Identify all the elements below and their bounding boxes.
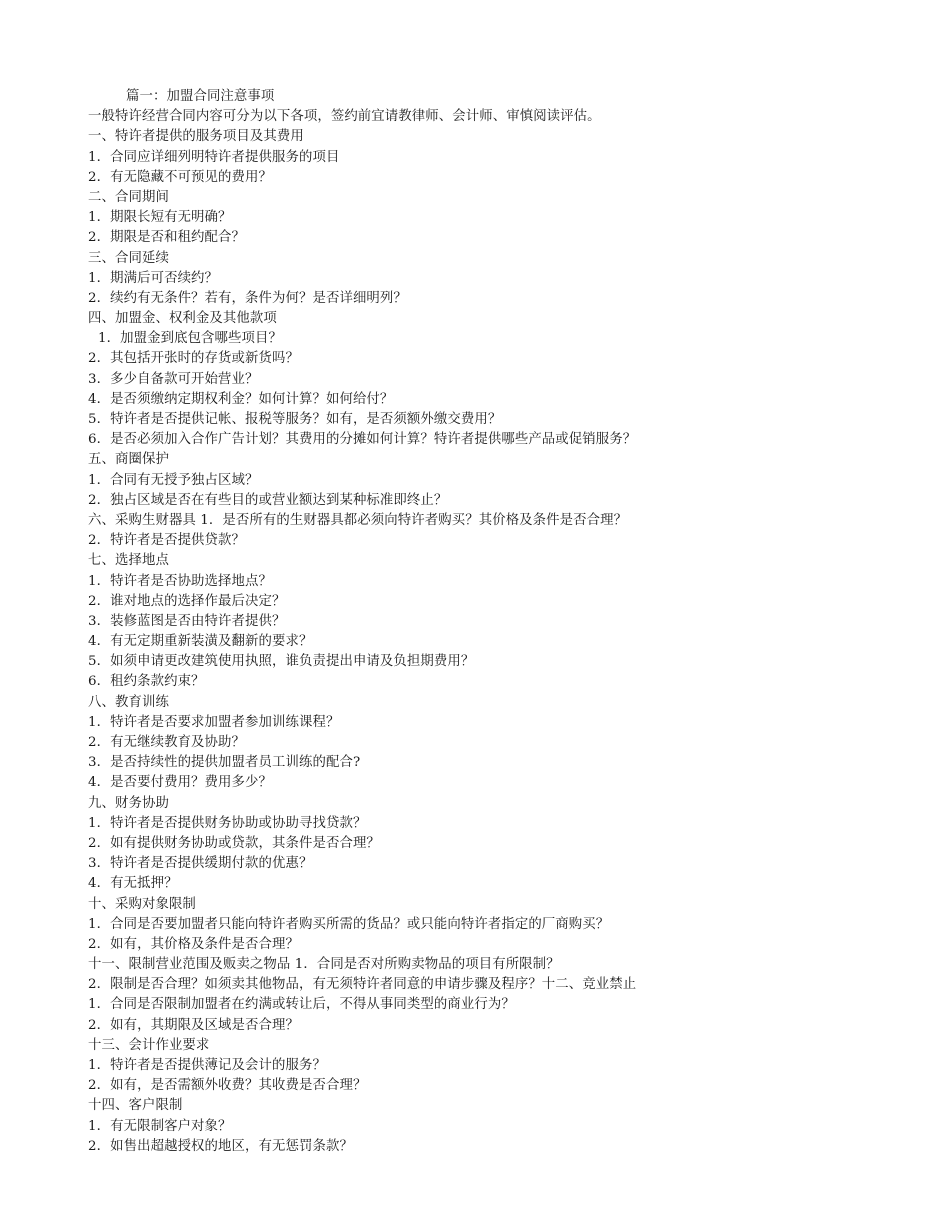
text-line: 2．期限是否和租约配合？ <box>88 230 246 246</box>
document-body <box>88 87 908 1157</box>
text-line: 6．是否必须加入合作广告计划？其费用的分摊如何计算？特许者提供哪些产品或促销服务？ <box>88 432 637 448</box>
text-line: 三、合同延续 <box>88 250 169 266</box>
text-line: 4．是否要付费用？费用多少？ <box>88 775 272 791</box>
text-line: 2．有无继续教育及协助？ <box>88 735 246 750</box>
text-line: 2．有无隐藏不可预见的费用？ <box>88 169 272 185</box>
text-line: 5．特许者是否提供记帐、报税等服务？如有，是否须额外缴交费用？ <box>88 412 502 427</box>
text-line: 1．合同应详细列明特许者提供服务的项目 <box>88 149 340 165</box>
text-line: 2．如有，其期限及区域是否合理？ <box>88 1017 299 1033</box>
document-title: 篇一：加盟合同注意事项 <box>126 89 275 104</box>
text-line: 3．是否持续性的提供加盟者员工训练的配合? <box>88 755 361 771</box>
text-line: 3．多少自备款可开始营业？ <box>88 371 259 387</box>
text-line: 1．特许者是否提供薄记及会计的服务？ <box>88 1058 326 1073</box>
text-line: 一般特许经营合同内容可分为以下各项，签约前宜请教律师、会计师、审慎阅读评估。 <box>88 109 601 125</box>
text-line: 2．谁对地点的选择作最后决定？ <box>88 593 286 609</box>
text-line: 1．期限长短有无明确？ <box>88 210 232 226</box>
text-line: 2．限制是否合理？如须卖其他物品，有无须特许者同意的申请步骤及程序？十二、竞业禁止 <box>88 977 637 993</box>
text-line: 2．续约有无条件？若有，条件为何？是否详细明列？ <box>88 290 407 306</box>
text-line: 十四、客户限制 <box>88 1098 183 1114</box>
text-line: 2．特许者是否提供贷款？ <box>88 533 246 549</box>
text-line: 五、商圈保护 <box>88 452 169 468</box>
text-line: 六、采购生财器具 1．是否所有的生财器具都必须向特许者购买？其价格及条件是否合理？ <box>88 512 628 528</box>
text-line: 1．加盟金到底包含哪些项目？ <box>98 331 282 347</box>
text-line: 4．是否须缴纳定期权利金？如何计算？如何给付？ <box>88 391 394 407</box>
text-line: 十三、会计作业要求 <box>88 1037 210 1053</box>
text-line: 2．独占区域是否在有些目的或营业额达到某种标准即终止？ <box>88 492 448 508</box>
text-line: 4．有无定期重新装潢及翻新的要求？ <box>88 634 313 650</box>
text-line: 四、加盟金、权利金及其他款项 <box>88 311 277 327</box>
text-line: 十、采购对象限制 <box>88 896 196 912</box>
text-line: 1．有无限制客户对象？ <box>88 1118 232 1134</box>
text-line: 3．装修蓝图是否由特许者提供？ <box>88 613 286 629</box>
text-line: 七、选择地点 <box>88 553 169 569</box>
text-line: 十一、限制营业范围及贩卖之物品 1．合同是否对所购卖物品的项目有所限制？ <box>88 957 560 973</box>
text-line: 4．有无抵押？ <box>88 876 178 892</box>
text-line: 1．合同是否要加盟者只能向特许者购买所需的货品？或只能向特许者指定的厂商购买？ <box>88 916 610 932</box>
text-line: 1．合同有无授予独占区域？ <box>88 472 259 488</box>
text-line: 1．合同是否限制加盟者在约满或转让后，不得从事同类型的商业行为？ <box>88 997 515 1013</box>
text-line: 2．其包括开张时的存货或新货吗？ <box>88 351 299 367</box>
text-line: 2．如有，是否需额外收费？其收费是否合理？ <box>88 1078 367 1094</box>
text-line: 5．如须申请更改建筑使用执照，谁负责提出申请及负担期费用？ <box>88 654 475 670</box>
text-line: 2．如售出超越授权的地区，有无惩罚条款？ <box>88 1138 353 1154</box>
text-line: 2．如有，其价格及条件是否合理？ <box>88 936 299 952</box>
text-line: 1．期满后可否续约？ <box>88 270 219 286</box>
text-line: 1．特许者是否协助选择地点？ <box>88 573 272 589</box>
text-line: 1．特许者是否提供财务协助或协助寻找贷款？ <box>88 815 367 831</box>
text-line: 一、特许者提供的服务项目及其费用 <box>88 129 304 145</box>
text-line: 3．特许者是否提供缓期付款的优惠？ <box>88 856 313 872</box>
text-line: 1．特许者是否要求加盟者参加训练课程？ <box>88 714 340 730</box>
text-line: 2．如有提供财务协助或贷款，其条件是否合理？ <box>88 835 380 851</box>
text-line: 八、教育训练 <box>88 694 169 710</box>
text-line: 6．租约条款约束？ <box>88 674 205 690</box>
text-line: 九、财务协助 <box>88 795 169 811</box>
text-line: 二、合同期间 <box>88 189 169 205</box>
